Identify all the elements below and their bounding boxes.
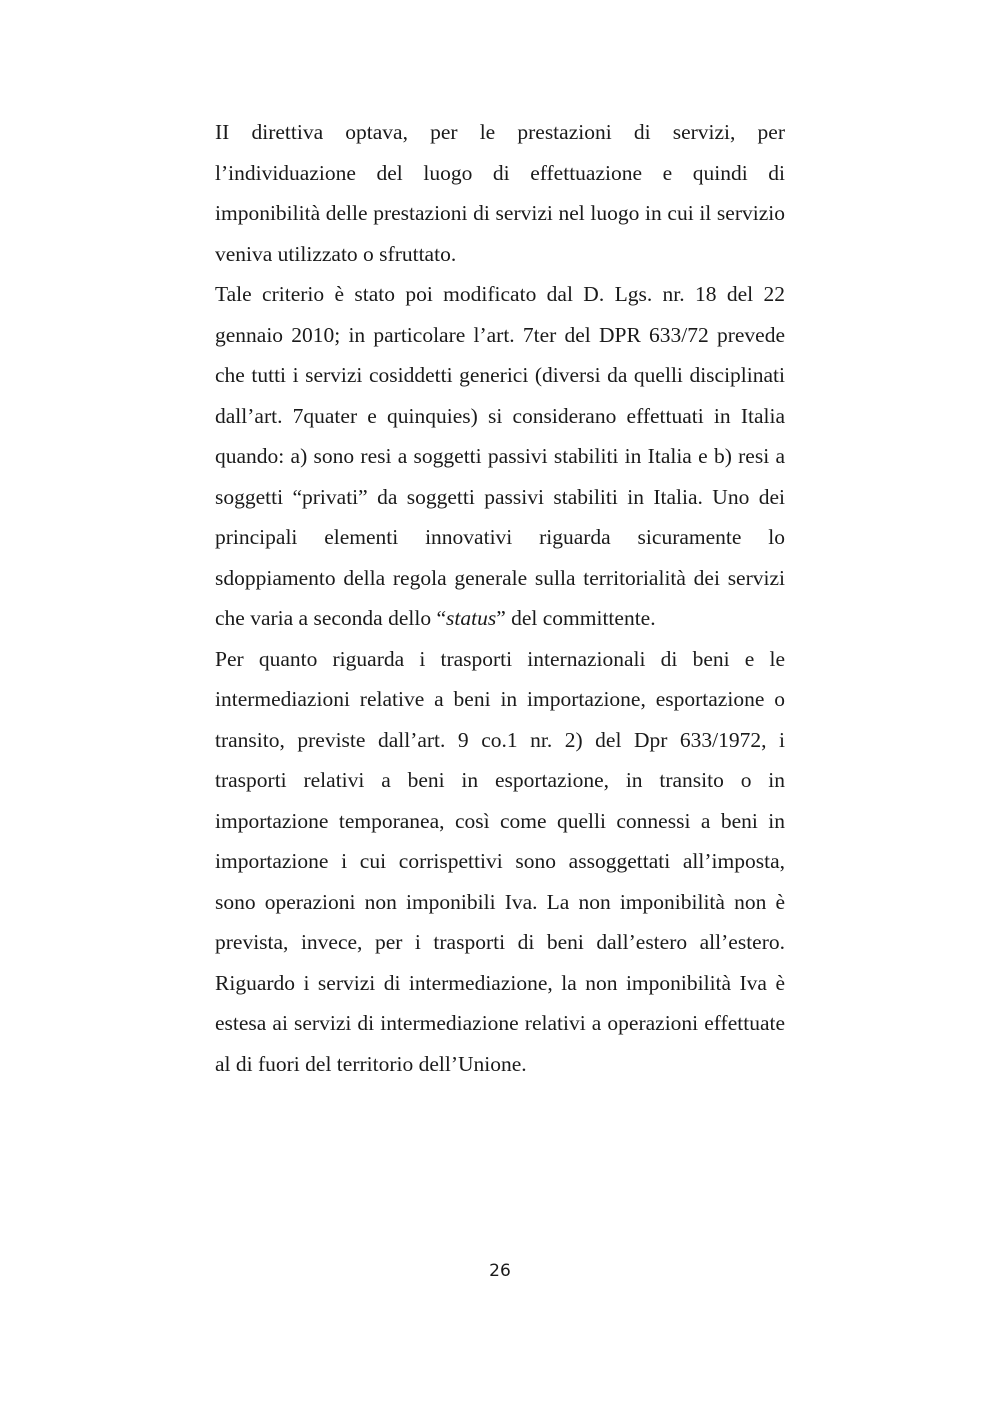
body-text — [215, 112, 785, 1084]
paragraph-text: II direttiva optava, per le prestazioni di servizi, per l’individuazione del luogo di effettuazione e quindi di imponibilità delle prestazioni di servizi nel luogo in cui il servizio veniva utilizzato o sfruttato. — [215, 120, 785, 266]
page-number: 26 — [489, 1261, 511, 1281]
paragraph-text: ” del committente. — [496, 606, 656, 630]
paragraph-directive — [215, 112, 785, 274]
paragraph-text: Per quanto riguarda i trasporti internazionali di beni e le intermediazioni relative a beni in importazione, esportazione o transito, previste dall’art. 9 co.1 nr. 2) del Dpr 633/1972, i trasporti relativi a beni in esportazione, in transito o in importazione temporanea, così come quelli connessi a beni in importazione i cui corrispettivi sono assoggettati all’imposta, sono operazioni non imponibili Iva. La non imponibilità non è prevista, invece, per i trasporti di beni dall’estero all’estero. Riguardo i servizi di intermediazione, la non imponibilità Iva è estesa ai servizi di intermediazione relativi a operazioni effettuate al di fuori del territorio dell’Unione. — [215, 646, 785, 1076]
paragraph-criterion — [215, 274, 785, 639]
italic-term-status: status — [446, 606, 497, 630]
paragraph-text: Tale criterio è stato poi modificato dal D. Lgs. nr. 18 del 22 gennaio 2010; in particolare l’art. 7ter del DPR 633/72 prevede che tutti i servizi cosiddetti generici (diversi da quelli disciplinati dall’art. 7quater e quinquies) si considerano effettuati in Italia quando: a) sono resi a soggetti passivi stabiliti in Italia e b) resi a soggetti “privati” da soggetti passivi stabiliti in Italia. Uno dei principali elementi innovativi riguarda sicuramente lo sdoppiamento della regola generale sulla territorialità dei servizi che varia a seconda dello “ — [215, 282, 785, 630]
paragraph-transport — [215, 639, 785, 1085]
